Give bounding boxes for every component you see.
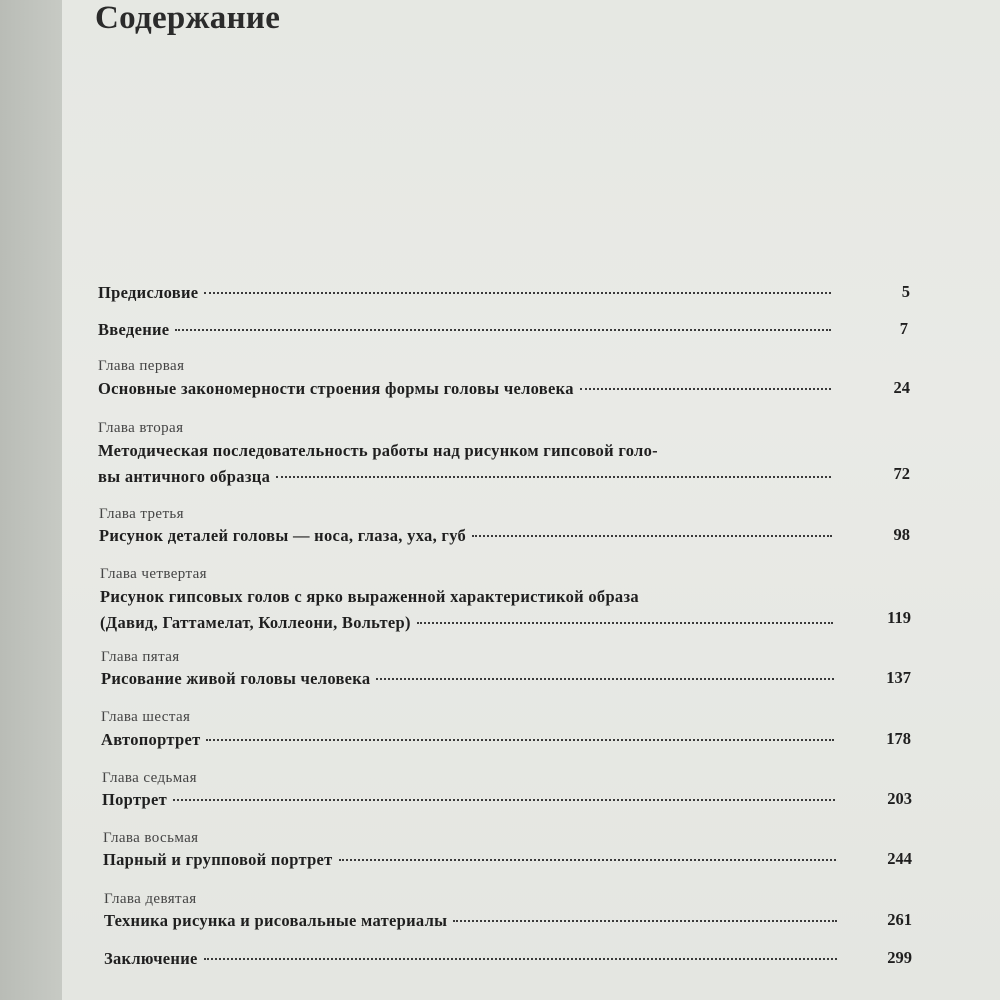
toc-entry-chapter-6[interactable] [101,727,838,753]
toc-entry-title: Парный и групповой портрет [103,850,333,869]
dot-leader [580,388,831,390]
toc-entry-chapter-3[interactable] [99,523,836,549]
toc-entry-title: Заключение [104,949,198,968]
toc-entry-title-cont: вы античного образца [98,467,271,486]
toc-entry-title: Портрет [102,790,168,809]
toc-entry-title: Методическая последовательность работы над рисунком гипсовой голо- [98,441,658,460]
toc-page-number: 98 [893,525,910,544]
toc-page-number: 7 [899,319,908,338]
dot-leader [206,739,834,741]
chapter-label: Глава третья [99,506,184,522]
dot-leader [453,920,837,922]
chapter-label: Глава пятая [101,649,180,665]
toc-page-number: 24 [893,378,910,397]
toc-page-number: 261 [887,910,912,929]
dot-leader [204,958,837,960]
toc-entry-chapter-8[interactable] [103,847,840,873]
toc-entry-preface[interactable] [98,280,835,306]
dot-leader [417,622,833,624]
dot-leader [204,292,831,294]
toc-entry-title: Техника рисунка и рисовальные материалы [104,911,448,930]
toc-entry-title: Рисунок гипсовых голов с ярко выраженной характеристикой образа [100,587,639,606]
dot-leader [339,859,836,861]
toc-page-number: 299 [887,948,912,967]
chapter-label: Глава седьмая [102,770,197,786]
toc-page-number: 178 [886,729,911,748]
toc-entry-introduction[interactable] [98,317,835,343]
toc-page-number: 137 [886,668,911,687]
toc-entry-conclusion[interactable] [104,946,841,972]
dot-leader [376,678,834,680]
toc-entry-chapter-1[interactable] [98,376,835,402]
chapter-label: Глава первая [98,358,185,374]
toc-page-number: 5 [901,282,910,301]
toc-entry-chapter-7[interactable] [102,787,839,813]
chapter-label: Глава вторая [98,420,184,436]
dot-leader [472,535,832,537]
toc-entry-title: Рисунок деталей головы — носа, глаза, уха, губ [99,526,467,545]
toc-entry-title: Основные закономерности строения формы головы человека [98,379,574,398]
chapter-label: Глава четвертая [100,566,207,582]
toc-entry-title: Автопортрет [101,730,201,749]
toc-entry-chapter-9[interactable] [104,908,841,934]
dot-leader [173,799,835,801]
toc-page-number: 244 [887,849,912,868]
toc-entry-chapter-5[interactable] [101,666,838,692]
toc-page-number: 72 [893,464,910,483]
toc-page-number: 119 [887,608,911,627]
toc-entry-title-cont: (Давид, Гаттамелат, Коллеони, Вольтер) [100,613,411,632]
toc-entry-title: Введение [98,320,170,339]
dot-leader [276,476,831,478]
chapter-label: Глава восьмая [103,830,199,846]
toc-entry-chapter-2[interactable] [98,438,835,490]
chapter-label: Глава девятая [104,891,197,907]
chapter-label: Глава шестая [101,709,191,725]
toc-entry-title: Рисование живой головы человека [101,669,371,688]
toc-entry-chapter-4[interactable] [100,584,837,636]
page-title: Содержание [95,0,281,36]
dot-leader [175,329,831,331]
toc-entry-title: Предисловие [98,283,199,302]
toc-page-number: 203 [887,789,912,808]
